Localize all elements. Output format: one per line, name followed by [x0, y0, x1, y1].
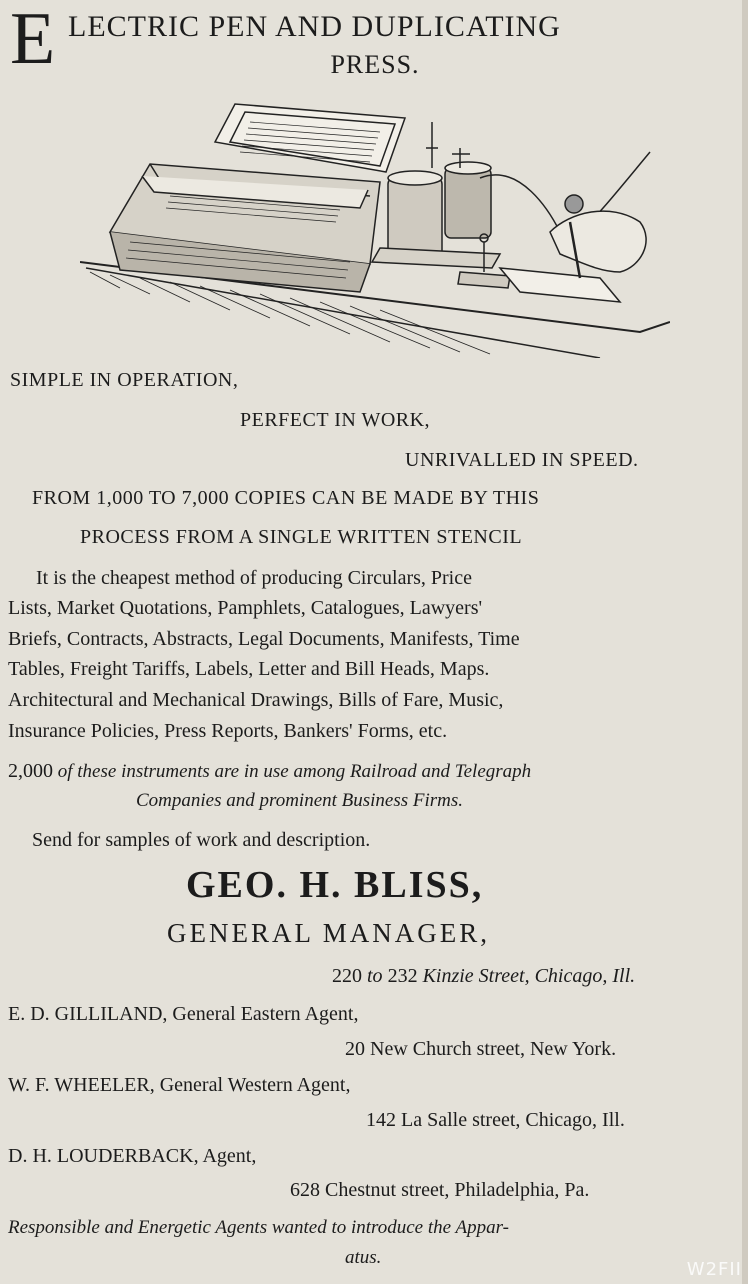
send-samples: Send for samples of work and description. — [32, 829, 371, 851]
agent-3-role: , Agent, — [193, 1145, 257, 1167]
agent-3 — [8, 1146, 256, 1166]
manager-address-rest: Kinzie Street, Chicago, Ill. — [422, 965, 636, 987]
tagline-perfect: PERFECT IN WORK, — [240, 409, 431, 431]
manager-address-to: to — [367, 965, 383, 987]
electric-pen-and-press-engraving-icon — [80, 92, 670, 358]
agent-2-role: , General Western Agent, — [149, 1074, 351, 1096]
agent-3-address: 628 Chestnut street, Philadelphia, Pa. — [290, 1179, 590, 1201]
copies-line-1: FROM 1,000 TO 7,000 COPIES CAN BE MADE BY THIS — [32, 487, 540, 509]
agent-1 — [8, 1004, 358, 1024]
body-line-1: It is the cheapest method of producing Circulars, Price — [36, 567, 472, 589]
headline-dropcap: E — [10, 0, 56, 80]
usage-count: 2,000 — [8, 760, 53, 782]
headline-line-2: PRESS. — [330, 50, 420, 79]
agent-2-address: 142 La Salle street, Chicago, Ill. — [366, 1109, 625, 1131]
manager-address-num1: 220 — [332, 965, 362, 987]
copies-line-2: PROCESS FROM A SINGLE WRITTEN STENCIL — [80, 526, 523, 548]
tagline-simple: SIMPLE IN OPERATION, — [10, 369, 239, 391]
agent-2 — [8, 1075, 350, 1095]
body-line-2: Lists, Market Quotations, Pamphlets, Catalogues, Lawyers' — [8, 597, 483, 619]
usage-line-2: Companies and prominent Business Firms. — [136, 790, 464, 811]
agent-1-role: , General Eastern Agent, — [162, 1003, 359, 1025]
headline-line-1: LECTRIC PEN AND DUPLICATING — [68, 10, 561, 43]
usage-line-1 — [8, 761, 531, 781]
agent-1-address: 20 New Church street, New York. — [345, 1038, 617, 1060]
body-line-3: Briefs, Contracts, Abstracts, Legal Documents, Manifests, Time — [8, 628, 520, 650]
manager-title: GENERAL MANAGER, — [167, 918, 490, 948]
body-line-5: Architectural and Mechanical Drawings, Bills of Fare, Music, — [8, 689, 504, 711]
page-edge — [742, 0, 748, 1284]
agent-2-name: W. F. WHEELER — [8, 1074, 150, 1096]
headline — [10, 2, 740, 82]
manager-address — [332, 966, 635, 986]
agent-3-name: D. H. LOUDERBACK — [8, 1145, 194, 1167]
manager-address-num2: 232 — [387, 965, 418, 987]
body-line-6: Insurance Policies, Press Reports, Bankers' Forms, etc. — [8, 720, 448, 742]
tagline-unrivalled: UNRIVALLED IN SPEED. — [405, 449, 639, 471]
usage-text: of these instruments are in use among Railroad and Telegraph — [57, 761, 532, 782]
manager-name: GEO. H. BLISS, — [186, 864, 484, 906]
watermark: W2FII — [686, 1259, 742, 1280]
agent-1-name: E. D. GILLILAND — [8, 1003, 163, 1025]
closing-line-1: Responsible and Energetic Agents wanted to introduce the Appar- — [8, 1217, 509, 1238]
body-line-4: Tables, Freight Tariffs, Labels, Letter and Bill Heads, Maps. — [8, 658, 490, 680]
closing-line-2: atus. — [345, 1247, 382, 1268]
